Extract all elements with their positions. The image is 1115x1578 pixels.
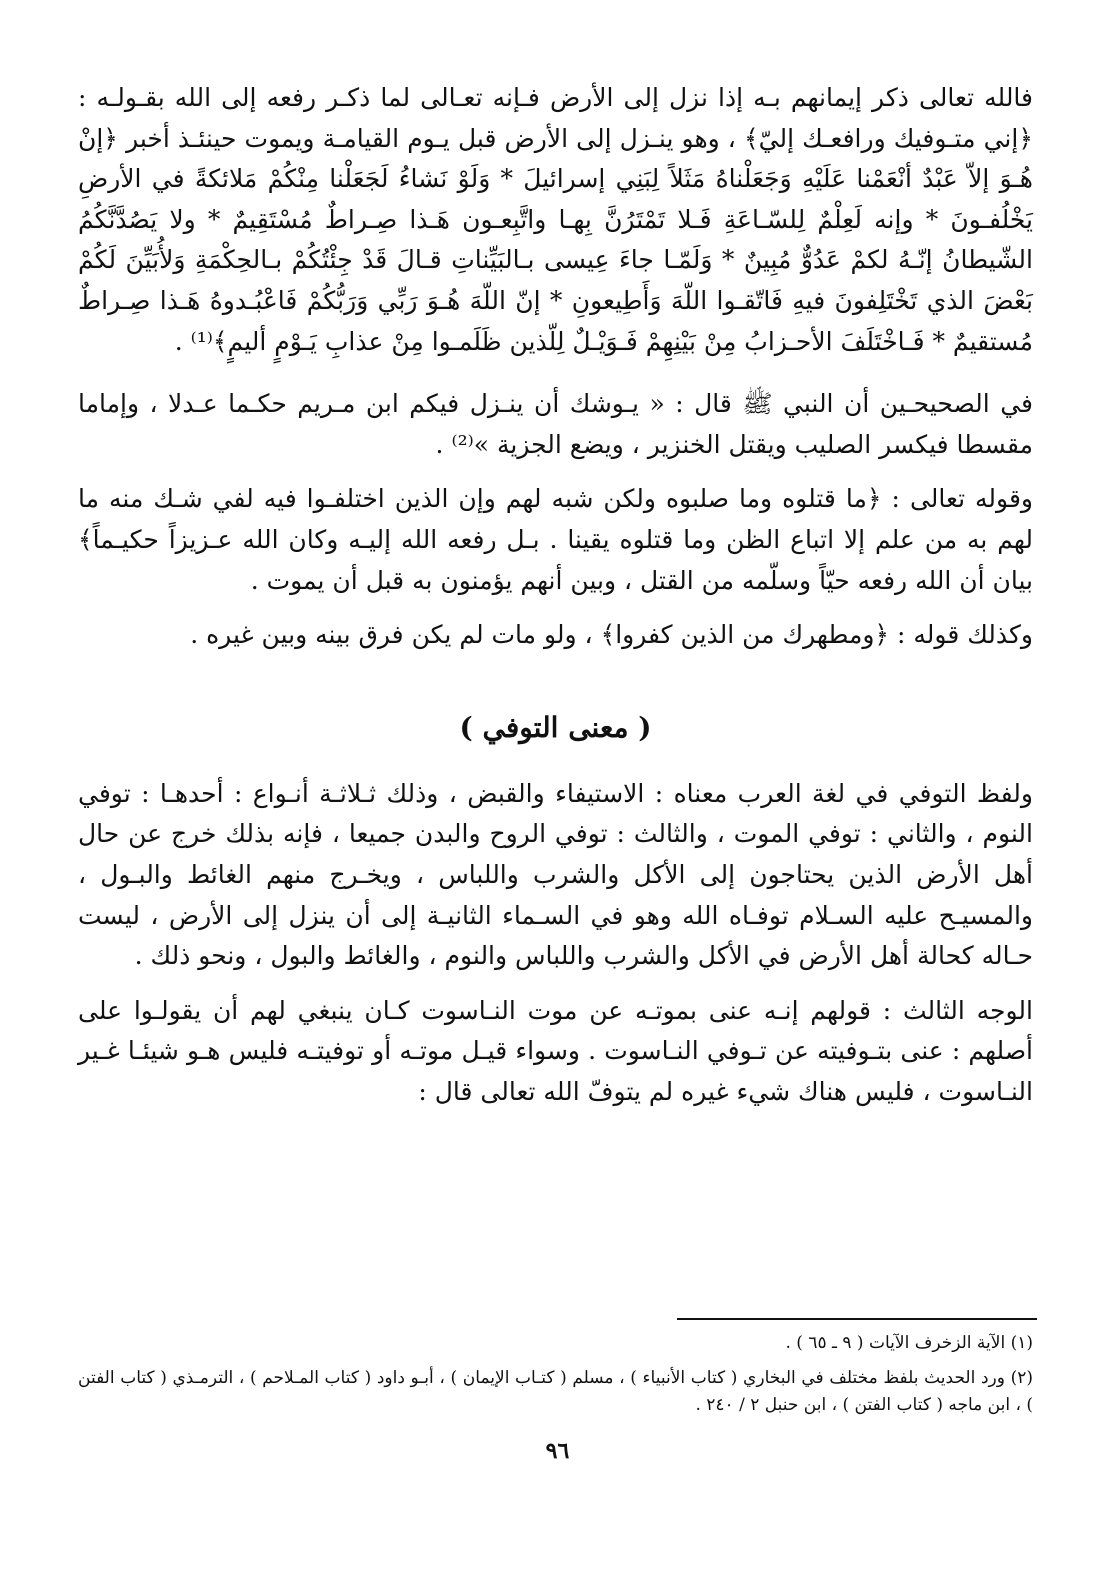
footnote-divider: [677, 1318, 1037, 1320]
page-body: [78, 78, 1033, 1126]
paragraph-3: وقوله تعالى : ﴿ما قتلوه وما صلبوه ولكن شبه لهم وإن الذين اختلفـوا فيه لفي شـك منه ما لهم به من علم إلا اتباع الظن وما قتلوه يقينا . بـل رفعه الله إليـه وكان الله عـزيزاً حكيـماً﴾ بيان أن الله رفعه حيّاً وسلّمه من القتل ، وبين أنهم يؤمنون به قبل أن يموت .: [78, 484, 1033, 595]
paragraph-1: فالله تعالى ذكر إيمانهم بـه إذا نزل إلى الأرض فـإنه تعـالى لما ذكـر رفعه إلى الله بقـولـه : ﴿إني متـوفيك ورافعـك إليّ﴾ ، وهو ينـزل إلى الأرض قبل يـوم القيامـة ويموت حينئـذ أخبر ﴿إنْ هُـوَ إلاّ عَبْدٌ أنْعَمْنا عَلَيْهِ وَجَعَلْناهُ مَثَلاً لِبَنِي إسرائيلَ * وَلَوْ نَشاءُ لَجَعَلْنا مِنْكُمْ مَلائكةً في الأرضِ يَخْلُفـونَ * وإنه لَعِلْمٌ لِلسّـاعَةِ فَـلا تَمْتَرُنَّ بِهـا واتَّبِعـون هَـذا صِـراطٌ مُسْتَقِيمٌ * ولا يَصُدَّنَّكُمُ الشّيطانُ إنّـهُ لكمْ عَدُوٌّ مُبِينٌ * وَلَمّـا جاءَ عِيسى بـالبَيِّناتِ قـالَ قَدْ جِئْتُكُمْ بـالحِكْمَةِ وَلأُبَيِّنَ لَكُمْ بَعْضَ الذي تَخْتَلِفونَ فيهِ فَاتّقـوا اللّهَ وَأَطِيعونِ * إنّ اللّهَ هُـوَ رَبِّي وَرَبُّكُمْ فَاعْبُـدوهُ هَـذا صِـراطٌ مُستقيمٌ * فَـاخْتَلَفَ الأحـزابُ مِنْ بَيْنِهِمْ فَـوَيْـلٌ لِلّذين ظَلَمـوا مِنْ عذابِ يَـوْمٍ أليمٍ﴾⁽¹⁾ .: [78, 83, 1033, 356]
footnote-1: (١) الآية الزخرف الآيات ( ٩ ـ ٦٥ ) .: [785, 1333, 1033, 1353]
footnotes: [78, 1326, 1033, 1427]
footnote-2: (٢) ورد الحديث بلفظ مختلف في البخاري ( كتاب الأنبياء ) ، مسلم ( كتـاب الإيمان ) ، أبـو داود ( كتاب المـلاحم ) ، الترمـذي ( كتاب الفتن ) ، ابن ماجه ( كتاب الفتن ) ، ابن حنبل ٢ / ٢٤٠ .: [78, 1368, 1033, 1415]
paragraph-6: الوجه الثالث : قولهم إنـه عنى بموتـه عن موت النـاسوت كـان ينبغي لهم أن يقولـوا على أصلهم : عنى بتـوفيته عن تـوفي النـاسوت . وسواء قيـل موتـه أو توفيتـه فليس هـو شيئـا غـير النـاسوت ، فليس هناك شيء غيره لم يتوفّ الله تعالى قال :: [78, 995, 1033, 1106]
paragraph-2: في الصحيحـين أن النبي ﷺ قال : « يـوشك أن ينـزل فيكم ابن مـريم حكـما عـدلا ، وإماما مقسطا فيكسر الصليب ويقتل الخنزير ، ويضع الجزية »⁽²⁾ .: [78, 389, 1033, 459]
section-heading: ( معنى التوفي ): [459, 710, 652, 744]
page-number: ٩٦: [545, 1438, 570, 1464]
paragraph-5: ولفظ التوفي في لغة العرب معناه : الاستيفاء والقبض ، وذلك ثـلاثـة أنـواع : أحدهـا : توفي النوم ، والثاني : توفي الموت ، والثالث : توفي الروح والبدن جميعا ، فإنه بذلك خرج عن حال أهل الأرض الذين يحتاجون إلى الأكل والشرب واللباس ، ويخـرج منهم الغائط والبـول ، والمسيـح عليه السـلام توفـاه الله وهو في السـماء الثانيـة إلى أن ينزل إلى الأرض ، ليست حـاله كحالة أهل الأرض في الأكل والشرب واللباس والنوم ، والغائط والبول ، ونحو ذلك .: [78, 778, 1033, 971]
paragraph-4: وكذلك قوله : ﴿ومطهرك من الذين كفروا﴾ ، ولو مات لم يكن فرق بينه وبين غيره .: [190, 620, 1033, 650]
